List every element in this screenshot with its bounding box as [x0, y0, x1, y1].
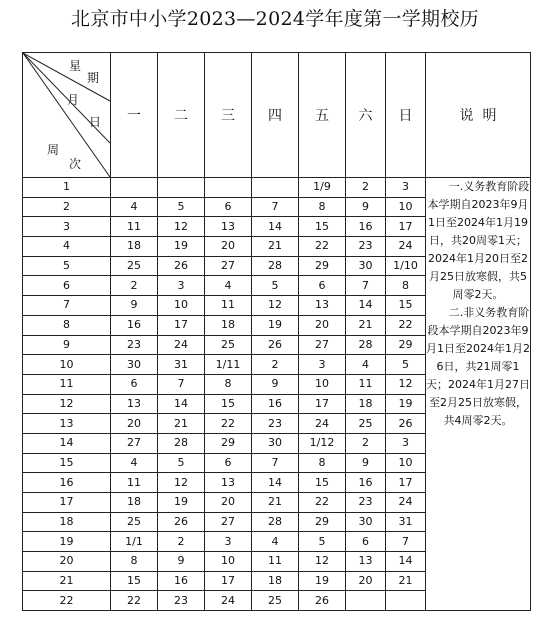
day-cell: 6 [205, 197, 252, 217]
day-cell: 5 [299, 532, 346, 552]
day-cell: 19 [252, 315, 299, 335]
day-cell: 6 [111, 374, 158, 394]
day-cell: 30 [252, 433, 299, 453]
day-cell: 19 [158, 237, 205, 257]
day-cell: 22 [386, 315, 426, 335]
day-cell: 14 [158, 394, 205, 414]
day-cell: 11 [252, 552, 299, 572]
day-cell: 10 [299, 374, 346, 394]
day-cell: 4 [205, 276, 252, 296]
day-cell: 9 [346, 197, 386, 217]
day-cell: 14 [252, 217, 299, 237]
day-cell [158, 178, 205, 198]
day-cell: 25 [205, 335, 252, 355]
day-cell: 22 [205, 414, 252, 434]
day-cell: 27 [205, 256, 252, 276]
day-cell: 25 [346, 414, 386, 434]
weekday-sat: 六 [346, 53, 386, 178]
day-cell: 7 [252, 453, 299, 473]
day-cell: 17 [386, 473, 426, 493]
day-cell: 20 [205, 237, 252, 257]
day-cell: 3 [386, 178, 426, 198]
week-number-cell: 12 [23, 394, 111, 414]
day-cell: 8 [111, 552, 158, 572]
day-cell: 11 [111, 217, 158, 237]
weekday-thu: 四 [252, 53, 299, 178]
day-cell: 26 [158, 512, 205, 532]
day-cell: 1/11 [205, 355, 252, 375]
week-number-cell: 10 [23, 355, 111, 375]
day-cell: 7 [158, 374, 205, 394]
day-cell: 16 [346, 473, 386, 493]
week-number-cell: 3 [23, 217, 111, 237]
day-cell: 6 [205, 453, 252, 473]
corner-label-ci: 次 [69, 157, 82, 171]
week-number-cell: 1 [23, 178, 111, 198]
day-cell: 19 [386, 394, 426, 414]
notes-cell [426, 178, 531, 611]
day-cell: 15 [299, 217, 346, 237]
day-cell: 8 [299, 197, 346, 217]
note-paragraph: 一.义务教育阶段本学期自2023年9月1日至2024年1月19日，共20周零1天；2024年1月20日至2月25日放寒假，共5周零2天。 [427, 180, 530, 301]
day-cell: 17 [158, 315, 205, 335]
day-cell: 18 [111, 237, 158, 257]
day-cell: 3 [158, 276, 205, 296]
day-cell: 21 [252, 493, 299, 513]
day-cell: 17 [299, 394, 346, 414]
day-cell: 31 [158, 355, 205, 375]
day-cell: 23 [158, 591, 205, 611]
day-cell: 29 [386, 335, 426, 355]
day-cell: 2 [111, 276, 158, 296]
day-cell: 30 [346, 512, 386, 532]
day-cell: 15 [205, 394, 252, 414]
day-cell: 28 [346, 335, 386, 355]
day-cell: 1/12 [299, 433, 346, 453]
day-cell: 12 [158, 473, 205, 493]
day-cell: 9 [111, 296, 158, 316]
day-cell: 11 [111, 473, 158, 493]
week-number-cell: 9 [23, 335, 111, 355]
day-cell: 9 [158, 552, 205, 572]
day-cell: 26 [299, 591, 346, 611]
week-number-cell: 22 [23, 591, 111, 611]
day-cell: 5 [386, 355, 426, 375]
week-number-cell: 8 [23, 315, 111, 335]
day-cell: 29 [299, 512, 346, 532]
day-cell: 7 [386, 532, 426, 552]
note-paragraph: 二.非义务教育阶段本学期自2023年9月1日至2024年1月26日，共21周零1天；2024年1月27日至2月25日放寒假，共4周零2天。 [426, 306, 530, 427]
day-cell: 10 [205, 552, 252, 572]
day-cell: 3 [299, 355, 346, 375]
day-cell: 27 [111, 433, 158, 453]
day-cell: 12 [386, 374, 426, 394]
weekday-fri: 五 [299, 53, 346, 178]
day-cell: 9 [252, 374, 299, 394]
day-cell: 12 [158, 217, 205, 237]
weekday-sun: 日 [386, 53, 426, 178]
day-cell: 11 [346, 374, 386, 394]
day-cell: 2 [346, 433, 386, 453]
day-cell: 13 [299, 296, 346, 316]
day-cell [252, 178, 299, 198]
day-cell: 24 [386, 493, 426, 513]
day-cell: 23 [346, 237, 386, 257]
corner-label-zhou: 周 [47, 143, 60, 157]
day-cell: 16 [346, 217, 386, 237]
day-cell: 21 [252, 237, 299, 257]
notes-header: 说 明 [426, 53, 531, 178]
day-cell: 5 [158, 197, 205, 217]
day-cell: 15 [299, 473, 346, 493]
day-cell: 22 [299, 237, 346, 257]
corner-header-cell [23, 53, 111, 178]
day-cell: 2 [158, 532, 205, 552]
day-cell: 29 [205, 433, 252, 453]
day-cell: 2 [346, 178, 386, 198]
day-cell: 24 [205, 591, 252, 611]
day-cell: 3 [386, 433, 426, 453]
day-cell: 24 [386, 237, 426, 257]
corner-label-ri: 日 [89, 115, 102, 129]
day-cell: 5 [158, 453, 205, 473]
day-cell: 17 [205, 571, 252, 591]
day-cell: 18 [252, 571, 299, 591]
day-cell: 16 [252, 394, 299, 414]
day-cell: 3 [205, 532, 252, 552]
weekday-mon: 一 [111, 53, 158, 178]
week-number-cell: 2 [23, 197, 111, 217]
day-cell: 4 [346, 355, 386, 375]
day-cell: 13 [205, 217, 252, 237]
day-cell: 8 [299, 453, 346, 473]
week-number-cell: 4 [23, 237, 111, 257]
day-cell: 27 [299, 335, 346, 355]
page-title: 北京市中小学2023—2024学年度第一学期校历 [71, 8, 479, 30]
day-cell: 1/10 [386, 256, 426, 276]
day-cell: 5 [252, 276, 299, 296]
day-cell: 20 [299, 315, 346, 335]
week-number-cell: 16 [23, 473, 111, 493]
day-cell [205, 178, 252, 198]
week-number-cell: 15 [23, 453, 111, 473]
week-number-cell: 5 [23, 256, 111, 276]
week-number-cell: 17 [23, 493, 111, 513]
day-cell: 1/9 [299, 178, 346, 198]
day-cell: 4 [111, 197, 158, 217]
day-cell: 13 [346, 552, 386, 572]
day-cell: 20 [205, 493, 252, 513]
day-cell [346, 591, 386, 611]
day-cell [386, 591, 426, 611]
week-number-cell: 19 [23, 532, 111, 552]
day-cell: 18 [205, 315, 252, 335]
day-cell: 28 [252, 512, 299, 532]
day-cell: 21 [158, 414, 205, 434]
day-cell: 23 [252, 414, 299, 434]
day-cell: 4 [252, 532, 299, 552]
day-cell: 18 [111, 493, 158, 513]
day-cell: 25 [111, 256, 158, 276]
day-cell: 27 [205, 512, 252, 532]
day-cell: 15 [386, 296, 426, 316]
weekday-tue: 二 [158, 53, 205, 178]
day-cell: 24 [158, 335, 205, 355]
day-cell: 13 [111, 394, 158, 414]
day-cell: 9 [346, 453, 386, 473]
day-cell: 20 [111, 414, 158, 434]
day-cell: 31 [386, 512, 426, 532]
week-number-cell: 11 [23, 374, 111, 394]
day-cell: 22 [111, 591, 158, 611]
day-cell: 29 [299, 256, 346, 276]
day-cell: 14 [252, 473, 299, 493]
day-cell: 11 [205, 296, 252, 316]
week-number-cell: 7 [23, 296, 111, 316]
day-cell: 12 [252, 296, 299, 316]
calendar-row [23, 178, 531, 198]
header-row [23, 53, 531, 178]
school-calendar-table [22, 52, 531, 611]
day-cell: 25 [252, 591, 299, 611]
day-cell: 6 [346, 532, 386, 552]
week-number-cell: 18 [23, 512, 111, 532]
day-cell: 7 [252, 197, 299, 217]
day-cell: 19 [158, 493, 205, 513]
day-cell: 7 [346, 276, 386, 296]
day-cell: 23 [346, 493, 386, 513]
corner-label-yue: 月 [67, 93, 80, 107]
day-cell: 1/1 [111, 532, 158, 552]
day-cell: 20 [346, 571, 386, 591]
day-cell: 14 [386, 552, 426, 572]
day-cell: 14 [346, 296, 386, 316]
day-cell: 19 [299, 571, 346, 591]
corner-label-xing: 星 [69, 59, 82, 73]
day-cell: 4 [111, 453, 158, 473]
day-cell: 17 [386, 217, 426, 237]
day-cell: 16 [158, 571, 205, 591]
week-number-cell: 20 [23, 552, 111, 572]
day-cell: 15 [111, 571, 158, 591]
day-cell: 10 [158, 296, 205, 316]
day-cell: 23 [111, 335, 158, 355]
day-cell: 8 [205, 374, 252, 394]
day-cell: 10 [386, 453, 426, 473]
day-cell: 22 [299, 493, 346, 513]
day-cell: 24 [299, 414, 346, 434]
day-cell: 21 [346, 315, 386, 335]
day-cell: 10 [386, 197, 426, 217]
day-cell: 8 [386, 276, 426, 296]
week-number-cell: 13 [23, 414, 111, 434]
day-cell: 30 [111, 355, 158, 375]
day-cell: 2 [252, 355, 299, 375]
day-cell: 6 [299, 276, 346, 296]
day-cell: 12 [299, 552, 346, 572]
weekday-wed: 三 [205, 53, 252, 178]
day-cell: 26 [252, 335, 299, 355]
day-cell: 28 [158, 433, 205, 453]
day-cell: 28 [252, 256, 299, 276]
day-cell: 13 [205, 473, 252, 493]
day-cell: 18 [346, 394, 386, 414]
day-cell: 30 [346, 256, 386, 276]
corner-label-qi: 期 [87, 71, 100, 85]
day-cell: 25 [111, 512, 158, 532]
week-number-cell: 14 [23, 433, 111, 453]
day-cell [111, 178, 158, 198]
day-cell: 21 [386, 571, 426, 591]
day-cell: 26 [386, 414, 426, 434]
day-cell: 16 [111, 315, 158, 335]
week-number-cell: 21 [23, 571, 111, 591]
week-number-cell: 6 [23, 276, 111, 296]
day-cell: 26 [158, 256, 205, 276]
